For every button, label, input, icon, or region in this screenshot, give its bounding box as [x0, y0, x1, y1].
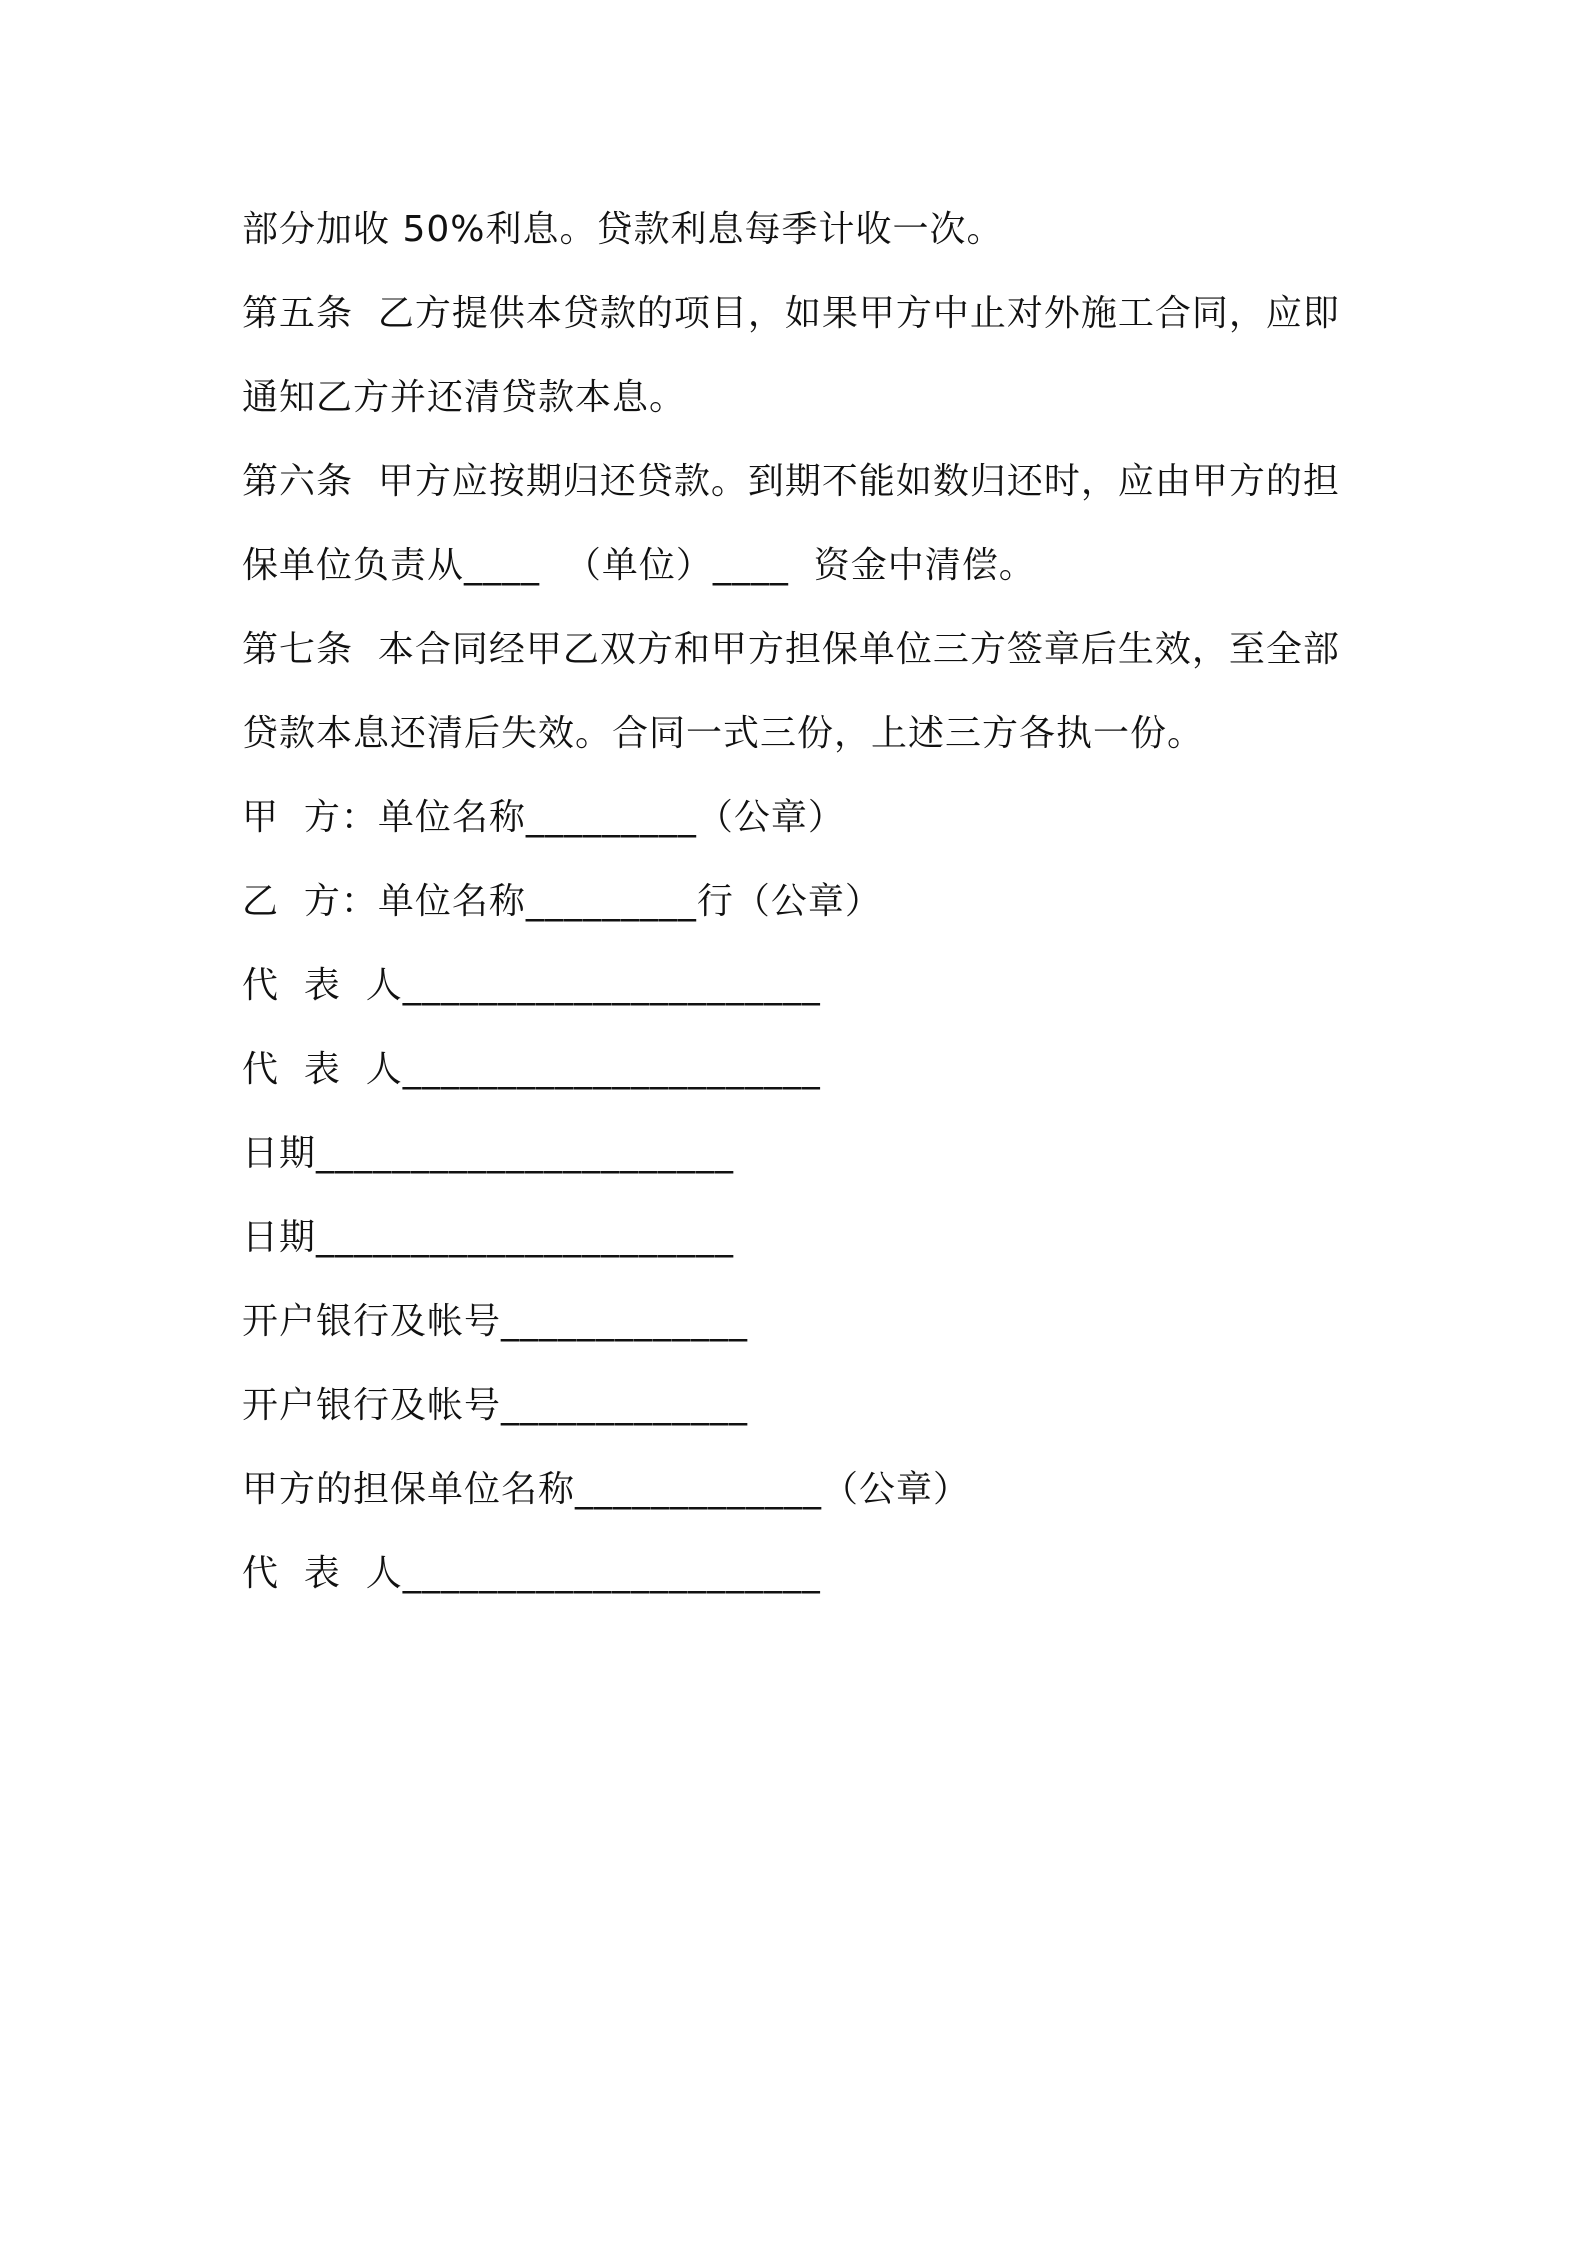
article-7-line-2: 贷款本息还清后失效。合同一式三份，上述三方各执一份。: [242, 713, 1205, 754]
party-a-representative-field: 代 表 人______________________: [242, 965, 821, 1006]
article-5-line-2: 通知乙方并还清贷款本息。: [242, 377, 687, 418]
article-6-line-1: 第六条 甲方应按期归还贷款。到期不能如数归还时，应由甲方的担: [242, 461, 1340, 502]
party-a-bank-account-field: 开户银行及帐号_____________: [242, 1301, 749, 1342]
article-7-line-1: 第七条 本合同经甲乙双方和甲方担保单位三方签章后生效，至全部: [242, 629, 1340, 670]
party-b-name-field: 乙 方：单位名称_________行（公章）: [242, 881, 882, 922]
party-a-name-field: 甲 方：单位名称_________（公章）: [242, 797, 845, 838]
party-b-bank-account-field: 开户银行及帐号_____________: [242, 1385, 749, 1426]
article-5-line-1: 第五条 乙方提供本贷款的项目，如果甲方中止对外施工合同，应即: [242, 293, 1340, 334]
interest-clause-end: 部分加收 50%利息。贷款利息每季计收一次。: [242, 209, 1004, 250]
contract-text: [242, 198, 1352, 1626]
guarantor-representative-field: 代 表 人______________________: [242, 1553, 821, 1594]
party-a-date-field: 日期______________________: [242, 1133, 735, 1174]
article-6-line-2: 保单位负责从____ （单位）____ 资金中清偿。: [242, 545, 1036, 586]
party-b-representative-field: 代 表 人______________________: [242, 1049, 821, 1090]
party-b-date-field: 日期______________________: [242, 1217, 735, 1258]
guarantor-name-field: 甲方的担保单位名称_____________（公章）: [242, 1469, 971, 1510]
